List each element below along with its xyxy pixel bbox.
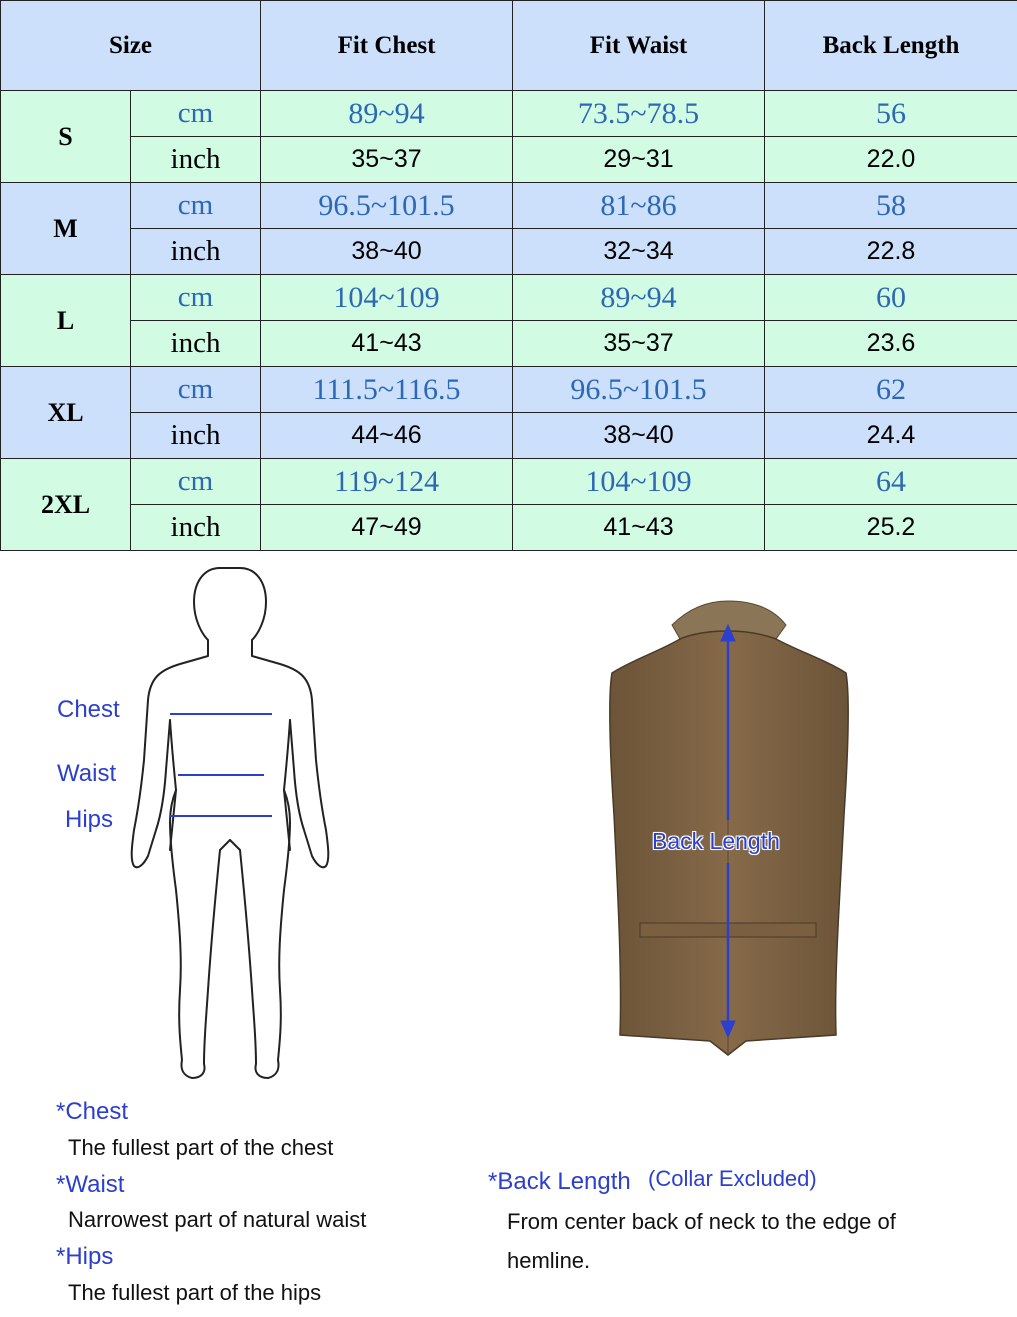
waist-cm-cell: 104~109 — [513, 459, 765, 505]
chest-inch-cell: 44~46 — [261, 413, 513, 459]
waist-label: Waist — [57, 760, 117, 787]
back-inch-cell: 25.2 — [765, 505, 1017, 551]
header-fit-waist: Fit Waist — [513, 1, 765, 91]
header-size: Size — [1, 1, 261, 91]
table-row — [1, 275, 1017, 321]
chest-inch-cell: 47~49 — [261, 505, 513, 551]
table-header-row — [1, 1, 1017, 91]
chest-inch-cell: 35~37 — [261, 137, 513, 183]
unit-cell: inch — [131, 229, 261, 275]
unit-cell: cm — [131, 367, 261, 413]
table-row — [1, 413, 1017, 459]
note-back-desc-line1: From center back of neck to the edge of — [507, 1209, 896, 1234]
chest-cm-cell: 119~124 — [261, 459, 513, 505]
back-cm-cell: 58 — [765, 183, 1017, 229]
back-inch-cell: 24.4 — [765, 413, 1017, 459]
back-inch-cell: 23.6 — [765, 321, 1017, 367]
table-row — [1, 229, 1017, 275]
size-label: M — [1, 183, 131, 275]
size-group-2xl — [1, 459, 1017, 551]
back-cm-cell: 60 — [765, 275, 1017, 321]
waist-cm-cell: 96.5~101.5 — [513, 367, 765, 413]
unit-cell: cm — [131, 459, 261, 505]
size-label: 2XL — [1, 459, 131, 551]
waist-inch-cell: 38~40 — [513, 413, 765, 459]
chest-cm-cell: 104~109 — [261, 275, 513, 321]
size-label: XL — [1, 367, 131, 459]
note-waist-title: *Waist — [56, 1171, 125, 1198]
unit-cell: inch — [131, 321, 261, 367]
waist-cm-cell: 89~94 — [513, 275, 765, 321]
back-cm-cell: 64 — [765, 459, 1017, 505]
chest-inch-cell: 38~40 — [261, 229, 513, 275]
back-length-label: Back Length — [652, 828, 780, 854]
waist-cm-cell: 73.5~78.5 — [513, 91, 765, 137]
size-label: L — [1, 275, 131, 367]
table-row — [1, 91, 1017, 137]
header-fit-chest: Fit Chest — [261, 1, 513, 91]
note-hips-title: *Hips — [56, 1243, 114, 1270]
table-row — [1, 367, 1017, 413]
unit-cell: cm — [131, 91, 261, 137]
waist-inch-cell: 35~37 — [513, 321, 765, 367]
note-chest-desc: The fullest part of the chest — [68, 1135, 334, 1160]
note-chest-title: *Chest — [56, 1098, 129, 1125]
unit-cell: inch — [131, 505, 261, 551]
human-body-outline-icon — [120, 560, 340, 1090]
header-back-length: Back Length — [765, 1, 1017, 91]
chest-cm-cell: 111.5~116.5 — [261, 367, 513, 413]
waist-inch-cell: 32~34 — [513, 229, 765, 275]
size-group-l — [1, 275, 1017, 367]
back-cm-cell: 56 — [765, 91, 1017, 137]
chest-cm-cell: 89~94 — [261, 91, 513, 137]
waist-inch-cell: 41~43 — [513, 505, 765, 551]
table-row — [1, 137, 1017, 183]
chest-cm-cell: 96.5~101.5 — [261, 183, 513, 229]
back-cm-cell: 62 — [765, 367, 1017, 413]
table-row — [1, 459, 1017, 505]
unit-cell: cm — [131, 275, 261, 321]
size-label: S — [1, 91, 131, 183]
back-inch-cell: 22.0 — [765, 137, 1017, 183]
unit-cell: cm — [131, 183, 261, 229]
chest-label: Chest — [57, 696, 120, 723]
waist-cm-cell: 81~86 — [513, 183, 765, 229]
note-back-title: *Back Length — [488, 1168, 631, 1195]
chest-inch-cell: 41~43 — [261, 321, 513, 367]
unit-cell: inch — [131, 137, 261, 183]
hips-label: Hips — [65, 806, 114, 833]
table-row — [1, 183, 1017, 229]
note-waist-desc: Narrowest part of natural waist — [68, 1207, 367, 1232]
waist-inch-cell: 29~31 — [513, 137, 765, 183]
size-chart-table — [0, 0, 1017, 551]
size-group-xl — [1, 367, 1017, 459]
table-row — [1, 505, 1017, 551]
note-hips-desc: The fullest part of the hips — [68, 1280, 322, 1305]
note-back-desc-line2: hemline. — [507, 1248, 591, 1273]
note-back-collar: (Collar Excluded) — [648, 1166, 817, 1191]
size-group-m — [1, 183, 1017, 275]
unit-cell: inch — [131, 413, 261, 459]
table-row — [1, 321, 1017, 367]
back-inch-cell: 22.8 — [765, 229, 1017, 275]
size-group-s — [1, 91, 1017, 183]
